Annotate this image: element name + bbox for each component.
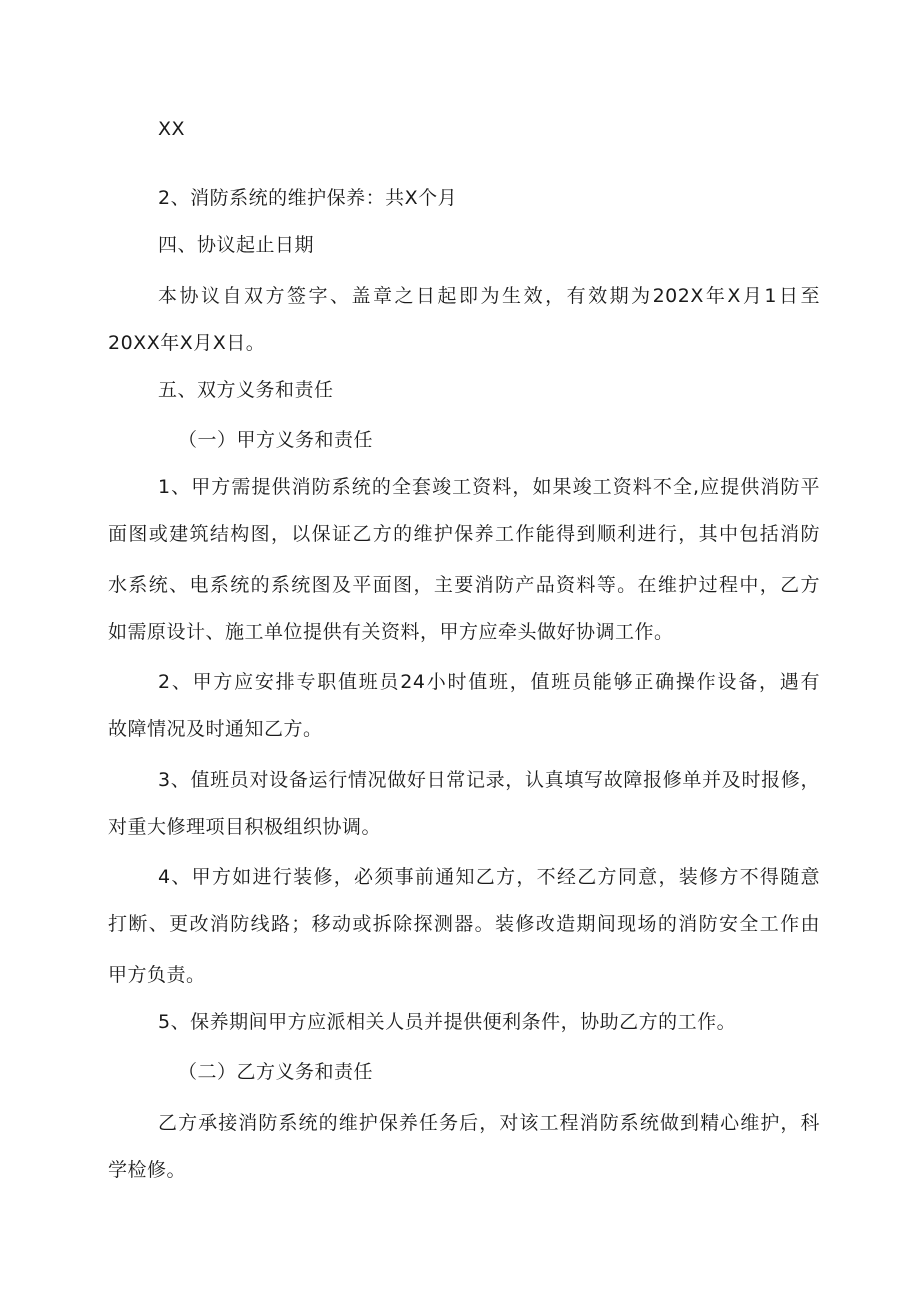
paragraph-line: 5、保养期间甲方应派相关人员并提供便利条件，协助乙方的工作。: [158, 1011, 737, 1033]
text-line: XX: [158, 118, 186, 140]
paragraph-line: 学检修。: [108, 1159, 187, 1181]
paragraph-line: 1、甲方需提供消防系统的全套竣工资料，如果竣工资料不全,应提供消防平: [158, 476, 820, 498]
paragraph-line: 乙方承接消防系统的维护保养任务后，对该工程消防系统做到精心维护，科: [158, 1112, 820, 1134]
paragraph-line: 3、值班员对设备运行情况做好日常记录，认真填写故障报修单并及时报修，: [158, 769, 820, 791]
subsection-heading: （一）甲方义务和责任: [178, 429, 374, 451]
subsection-heading: （二）乙方义务和责任: [178, 1061, 374, 1083]
paragraph-line: 2、甲方应安排专职值班员24小时值班，值班员能够正确操作设备，遇有: [158, 671, 820, 693]
paragraph-line: 4、甲方如进行装修，必须事前通知乙方，不经乙方同意，装修方不得随意: [158, 866, 820, 888]
paragraph-line: 故障情况及时通知乙方。: [108, 718, 323, 740]
section-heading: 四、协议起止日期: [158, 234, 315, 256]
paragraph-line: 面图或建筑结构图，以保证乙方的维护保养工作能得到顺利进行，其中包括消防: [108, 523, 820, 545]
paragraph-line: 对重大修理项目积极组织协调。: [108, 816, 382, 838]
section-heading: 五、双方义务和责任: [158, 379, 334, 401]
paragraph-line: 本协议自双方签字、盖章之日起即为生效，有效期为202X年X月1日至: [158, 285, 820, 307]
text-line: 2、消防系统的维护保养：共X个月: [158, 187, 458, 209]
paragraph-line: 打断、更改消防线路；移动或拆除探测器。装修改造期间现场的消防安全工作由: [108, 913, 820, 935]
paragraph-line: 如需原设计、施工单位提供有关资料，甲方应牵头做好协调工作。: [108, 621, 674, 643]
paragraph-line: 20XX年X月X日。: [108, 332, 266, 354]
paragraph-line: 甲方负责。: [108, 964, 206, 986]
paragraph-line: 水系统、电系统的系统图及平面图，主要消防产品资料等。在维护过程中，乙方: [108, 574, 820, 596]
